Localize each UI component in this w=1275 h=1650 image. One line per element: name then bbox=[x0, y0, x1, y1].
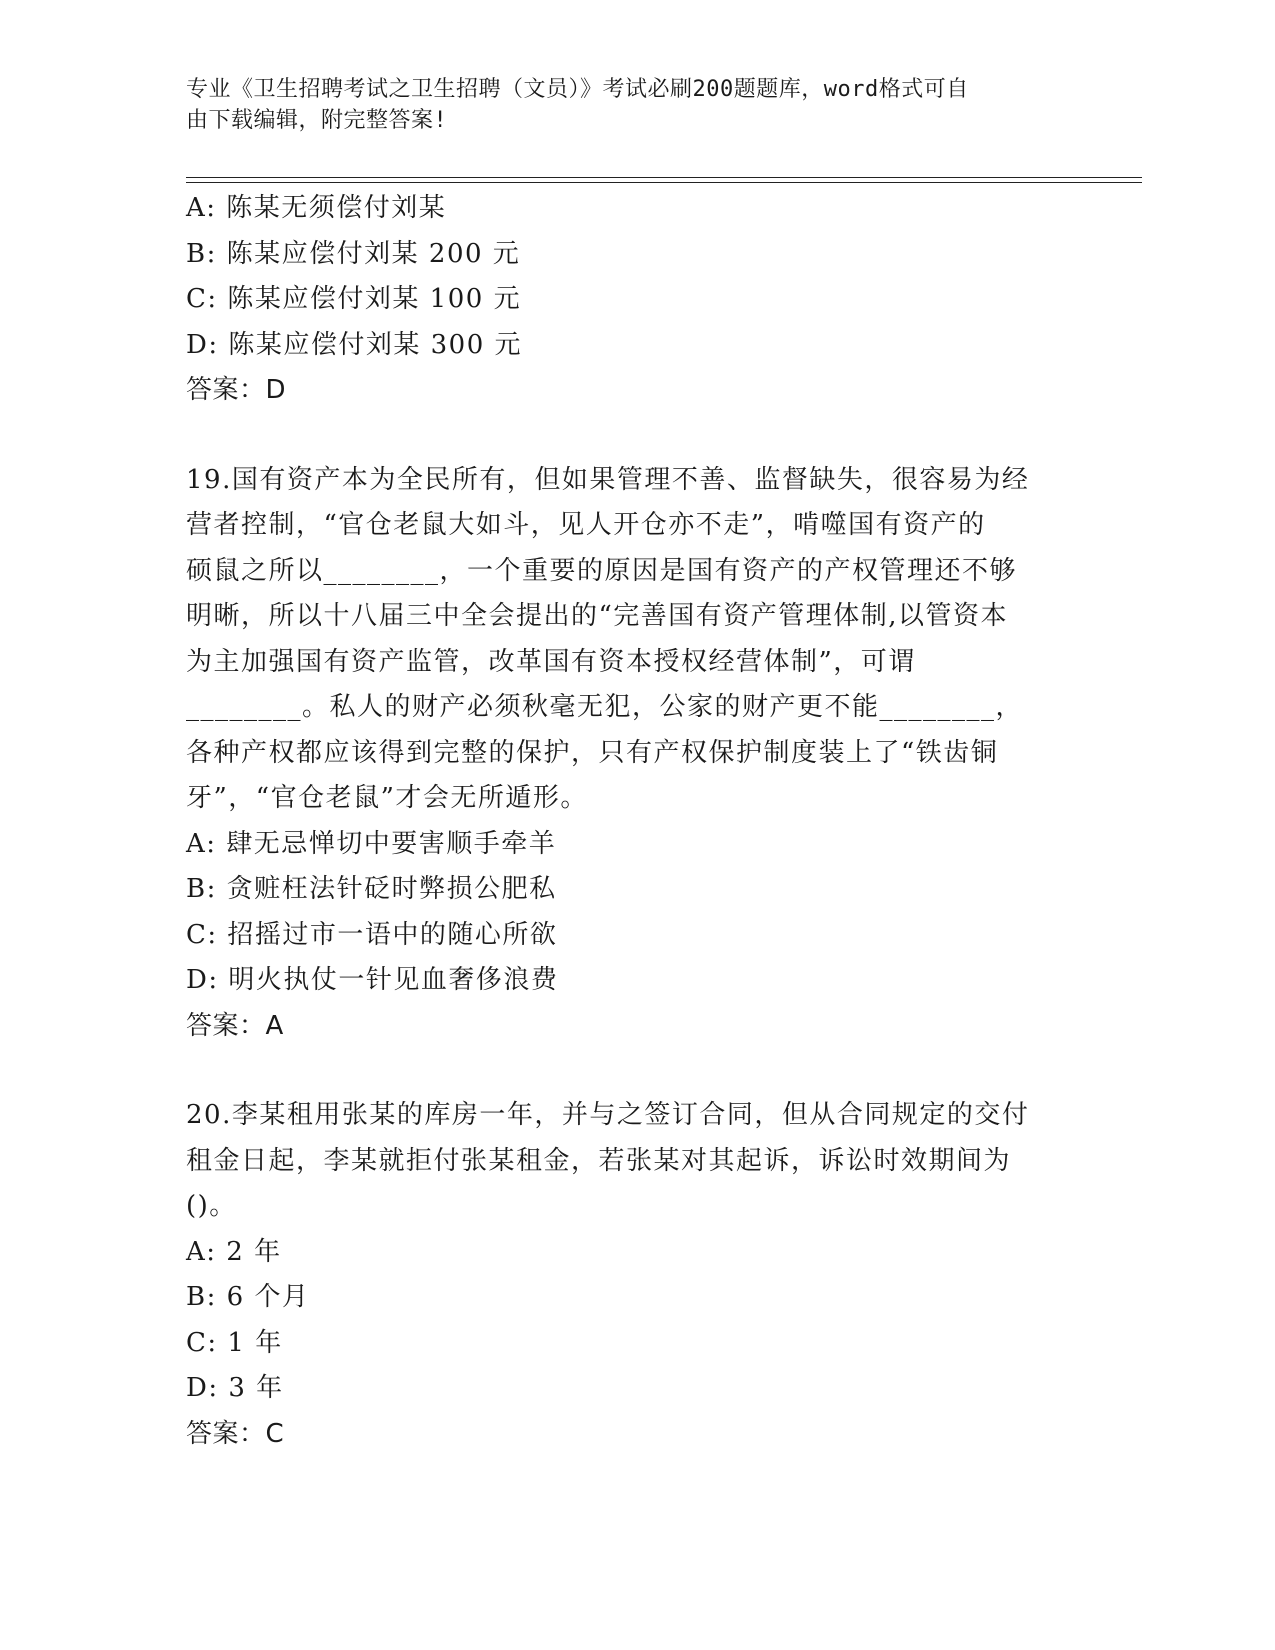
question-text-line: 营者控制，“官仓老鼠大如斗，见人开仓亦不走”，啃噬国有资产的 bbox=[186, 510, 986, 540]
option-b: B: 6 个月 bbox=[186, 1282, 310, 1312]
question-text-line: 明晰，所以十八届三中全会提出的“完善国有资产管理体制,以管资本 bbox=[186, 601, 1009, 631]
document-header bbox=[186, 74, 1066, 136]
option-d: D: 陈某应偿付刘某 300 元 bbox=[186, 329, 523, 360]
question-text-line: 20.李某租用张某的库房一年，并与之签订合同，但从合同规定的交付 bbox=[186, 1100, 1030, 1130]
option-d: D: 3 年 bbox=[186, 1373, 284, 1403]
option-c: C: 1 年 bbox=[186, 1327, 283, 1358]
answer-line: 答案：C bbox=[186, 1418, 285, 1449]
question-18 bbox=[186, 186, 1066, 414]
header-line-1: 专业《卫生招聘考试之卫生招聘（文员）》考试必刷200题题库，word格式可自 bbox=[186, 77, 969, 102]
question-text-line: 租金日起，李某就拒付张某租金，若张某对其起诉，诉讼时效期间为 bbox=[186, 1145, 1012, 1176]
header-line-2: 由下载编辑，附完整答案! bbox=[186, 108, 448, 133]
answer-line: 答案：D bbox=[186, 375, 287, 405]
question-text-line: 19.国有资产本为全民所有，但如果管理不善、监督缺失，很容易为经 bbox=[186, 464, 1030, 495]
option-b: B: 贪赃枉法针砭时弊损公肥私 bbox=[186, 874, 557, 904]
header-divider-bottom bbox=[186, 182, 1142, 183]
question-text-line: 硕鼠之所以________，一个重要的原因是国有资产的产权管理还不够 bbox=[186, 555, 1018, 586]
option-a: A: 陈某无须偿付刘某 bbox=[186, 193, 447, 223]
option-a: A: 肆无忌惮切中要害顺手牵羊 bbox=[186, 828, 557, 859]
option-b: B: 陈某应偿付刘某 200 元 bbox=[186, 238, 521, 269]
spacer bbox=[186, 414, 1066, 458]
document-body bbox=[186, 186, 1066, 1457]
spacer bbox=[186, 1049, 1066, 1093]
question-text-line: 各种产权都应该得到完整的保护，只有产权保护制度装上了“铁齿铜 bbox=[186, 737, 999, 768]
option-d: D: 明火执仗一针见血奢侈浪费 bbox=[186, 965, 559, 995]
question-text-line: ________。私人的财产必须秋毫无犯，公家的财产更不能________， bbox=[186, 692, 1024, 722]
header-divider-top bbox=[186, 177, 1142, 178]
option-a: A: 2 年 bbox=[186, 1236, 282, 1267]
question-19 bbox=[186, 458, 1066, 1050]
option-c: C: 招摇过市一语中的随心所欲 bbox=[186, 919, 558, 950]
question-text-line: 牙”，“官仓老鼠”才会无所遁形。 bbox=[186, 783, 588, 813]
question-text-line: ()。 bbox=[186, 1191, 237, 1221]
option-c: C: 陈某应偿付刘某 100 元 bbox=[186, 284, 522, 314]
answer-line: 答案：A bbox=[186, 1010, 284, 1041]
question-20 bbox=[186, 1093, 1066, 1457]
question-text-line: 为主加强国有资产监管，改革国有资本授权经营体制”，可谓 bbox=[186, 646, 916, 677]
